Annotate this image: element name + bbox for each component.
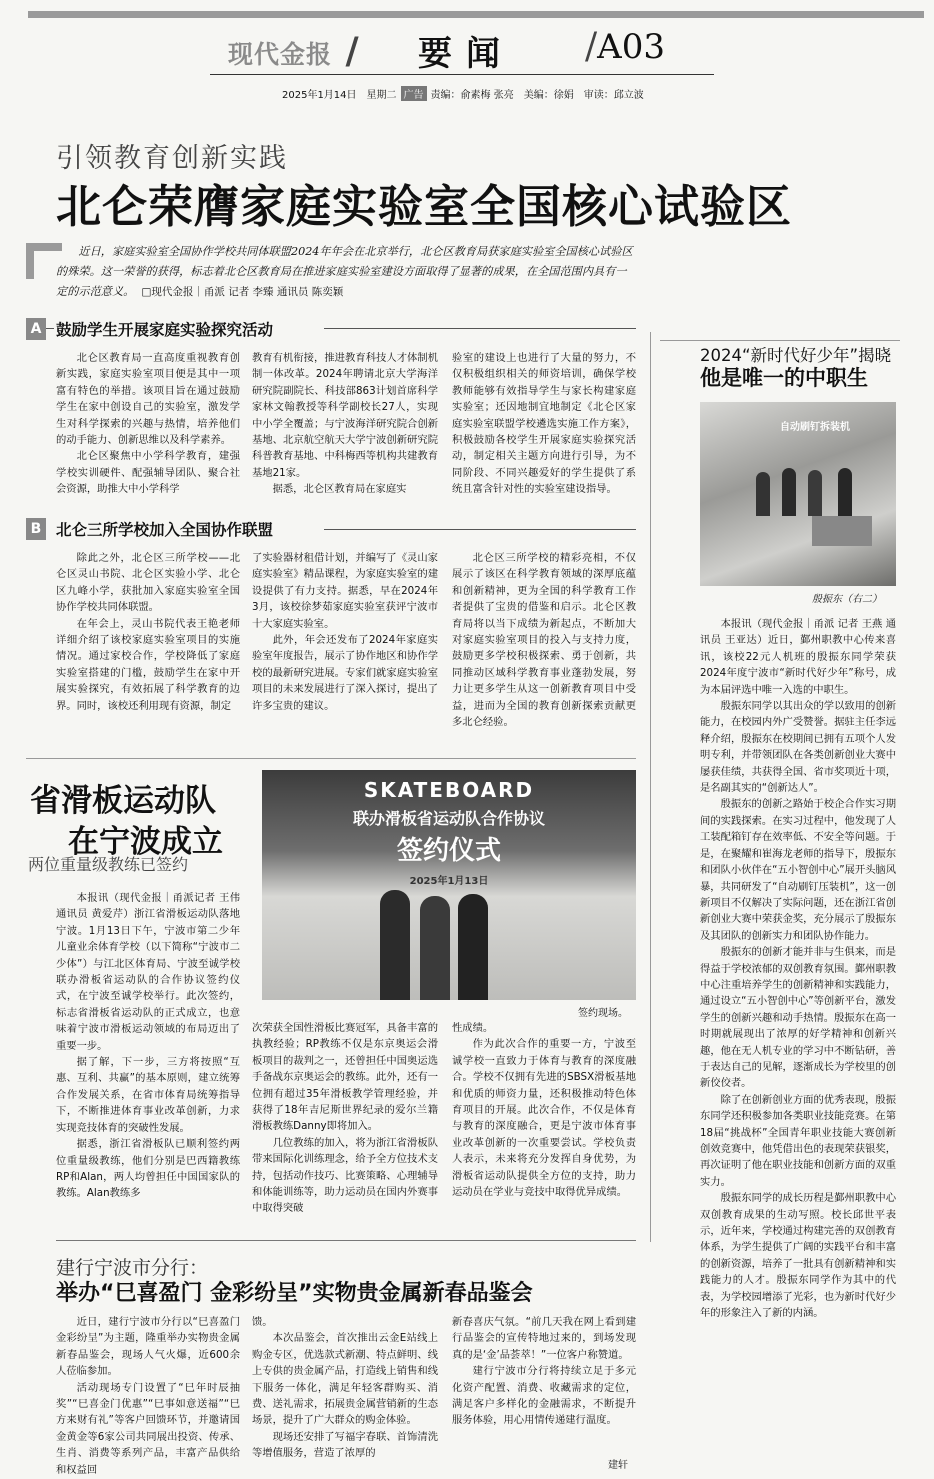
person-figure xyxy=(380,890,410,1000)
section-a-col3: 验室的建设上也进行了大量的努力，不仅积极组织相关的师资培训，确保学校教师能够有效指导学生与家长构建家庭实验室；还因地制宜地制定《北仑区家庭实验室联盟学校遴选实施工作方案》，积极鼓励各校学生开展家庭实验探究活动，制定相关主题方向进行引导，为不同阶段、不同兴趣爱好的学生提供了系统且富含针对性的实验室建设指导。 xyxy=(452,352,636,496)
skate-subtitle: 两位重量级教练已签约 xyxy=(28,855,189,874)
skate-col3: 性成绩。 作为此次合作的重要一方，宁波至诚学校一直致力于体育与教育的深度融合。学校不仅拥有先进的SBSX滑板基地和优质的师资力量，还积极推动特色体育项目的开展。此次合作，不仅是体育与教育的深度融合，更是宁波市体育事业改革创新的一次重要尝试。学校负责人表示，未来将充分发挥自身优势，为滑板省运动队提供全方位的支持，助力运动员在学业与竞技中取得优异成绩。 xyxy=(452,1022,636,1199)
ccb-col1: 近日，建行宁波市分行以“巳喜盈门 金彩纷呈”为主题，隆重举办实物贵金属新春品鉴会，现场人气火爆，近600余人莅临参加。 活动现场专门设置了“巳年时辰抽奖”“巳喜金门优惠”“巳事如意送福”“巳方来财有礼”等客户回馈环节，并邀请国金黄金等6家公司共同展出投资、传承、生肖、消费等系列产品，丰富产品供给和权益回 xyxy=(56,1316,240,1476)
lead-byline: □现代金报｜甬派 记者 李臻 通讯员 陈奕颖 xyxy=(141,286,344,298)
person-figure xyxy=(458,894,488,1000)
masthead-meta: 2025年1月14日 星期二 广告 责编：俞素梅 张亮 美编：徐娟 审读：邱立波 xyxy=(282,86,644,101)
section-b-col1: 除此之外，北仑区三所学校——北仑区灵山书院、北仑区实验小学、北仑区九峰小学，获批加入家庭实验室全国协作学校共同体联盟。 在年会上，灵山书院代表王艳老师详细介绍了该校家庭实验室项目的实施情况。通过家校合作，学校降低了家庭实验室搭建的门槛，鼓励学生在家中开展实验探究，有效拓展了科学教育的边界。同时，该校还利用现有资源，制定 xyxy=(56,552,240,712)
section-name: 要闻 xyxy=(418,34,514,74)
right-story-title: 他是唯一的中职生 xyxy=(700,366,868,390)
skate-photo xyxy=(262,770,636,1000)
section-b-rule xyxy=(324,529,636,530)
lead-headline: 北仑荣膺家庭实验室全国核心试验区 xyxy=(56,180,793,233)
ccb-top-rule xyxy=(56,1240,636,1241)
skate-col1: 本报讯（现代金报｜甬派记者 王伟 通讯员 黄爱芹）浙江省滑板运动队落地宁波。1月13日下午，宁波市第二少年儿童业余体育学校（以下简称“宁波市二少体”）与江北区体育局、宁波至诚学校联办滑板省运动队的合作协议签约仪式，在宁波至诚学校举行。此次签约，标志省滑板省运动队的正式成立，也意味着宁波市滑板运动领域的布局迈出了重要一步。 据了解，下一步，三方将按照“互惠、互利、共赢”的基本原则，建立统筹合作发展关系，在省市体育局统筹指导下，不断推进体育事业改革创新，力求实现竞技体育的突破性发展。 据悉，浙江省滑板队已顺利签约两位重量级教练，他们分别是巴西籍教练RP和Alan，两人均曾担任中国国家队的教练。Alan教练多 xyxy=(56,892,240,1200)
ccb-signature: 建轩 xyxy=(608,1460,628,1471)
ccb-col3: 新春喜庆气氛。“前几天我在网上看到建行品鉴会的宣传特地过来的，到场发现真的是‘金’品荟萃！”一位客户称赞道。 建行宁波市分行将持续立足于多元化资产配置、消费、收藏需求的定位，满足客户多样化的金融需求，不断提升服务体验，用心用情传递建行温度。 xyxy=(452,1316,636,1427)
section-b-col2: 了实验器材租借计划，并编写了《灵山家庭实验室》精品课程，为家庭实验室的建设提供了有力支持。据悉，早在2024年3月，该校徐梦茹家庭实验室获评宁波市十大家庭实验室。 此外，年会还发布了2024年家庭实验室年度报告，展示了协作地区和协作学校的最新研究进展。专家们就家庭实验室项目的未来发展进行了深入探讨，提出了许多宝贵的建议。 xyxy=(252,552,438,712)
right-story-body: 本报讯（现代金报｜甬派 记者 王燕 通讯员 王亚达）近日，鄞州职教中心传来喜讯，该校22元人机班的殷振东同学荣获2024年度宁波市“新时代好少年”称号，成为本届评选中唯一入选的中职生。 殷振东同学以其出众的学以致用的创新能力，在校园内外广受赞誉。据驻主任李远释介绍，殷振东在校期间已拥有五项个人发明专利，并带领团队在各类创新创业大赛中屡获佳绩，共获得全国、省市奖项近十项，是名副其实的“创新达人”。 殷振东的创新之路始于校企合作实习期间的实践探索。在实习过程中，他发现了人工装配箱钉存在效率低、不安全等问题。于是，在聚耀和崔海龙老师的指导下，殷振东和团队小伙伴在“五小智创中心”展开头脑风暴，共同研发了“自动刷钉压装机”，这一创新项目不仅解决了实际问题，还在浙江省创新创业大赛中荣获金奖，充分展示了殷振东及其团队的创新实力和团队协作能力。 殷振东的创新才能并非与生俱来，而是得益于学校浓郁的双创教育氛围。鄞州职教中心注重培养学生的创新精神和实践能力，通过设立“五小智创中心”等创新平台，激发学生的创新兴趣和动手热情。殷振东在高一时期就展现出了浓厚的好学精神和创新兴趣，他在无人机专业的学习中不断钻研，善于表达自己的见解，逐渐成长为学校里的创新佼佼者。 除了在创新创业方面的优秀表现，殷振东同学还积极参加各类职业技能竞赛。在第18届“挑战杯”全国青年职业技能大赛创新创效竞赛中，他凭借出色的表现荣获银奖，再次证明了他在职业技能和创新方面的双重实力。 殷振东同学的成长历程是鄞州职教中心双创教育成果的生动写照。校长邱世平表示，近年来，学校通过构建完善的双创教育体系，为学生提供了广阔的实践平台和丰富的创新资源，培养了一批具有创新精神和实践能力的人才。殷振东同学作为其中的代表，为学校园增添了光彩，也为新时代好少年的形象注入了新的内涵。 xyxy=(700,618,897,1320)
person-figure xyxy=(808,470,822,516)
section-a-badge: A xyxy=(26,318,46,340)
section-a-col1: 北仑区教育局一直高度重视教育创新实践，家庭实验室项目便是其中一项富有特色的举措。该项目旨在通过鼓励学生在家中创设自己的实验室，激发学生对科学探索的兴趣与热情，培养他们的动手能力、创新思维以及科学素养。 北仑区聚焦中小学科学教育，建强学校实训硬件、配强辅导团队、聚合社会资源，助推大中小学科学 xyxy=(56,352,240,496)
skate-photo-banner: 联办滑板省运动队合作协议 xyxy=(352,809,545,828)
masthead-rule xyxy=(210,74,714,75)
page-number: /A03 xyxy=(585,26,665,67)
skate-top-rule xyxy=(26,758,636,759)
person-figure xyxy=(782,468,796,516)
paper-name: 现代金报 / xyxy=(228,30,360,72)
section-b-title: 北仑三所学校加入全国协作联盟 xyxy=(56,521,274,539)
column-divider xyxy=(650,332,651,1242)
person-figure xyxy=(420,896,450,1000)
section-a-rule xyxy=(324,328,636,329)
right-story-kicker: 2024“新时代好少年”揭晓 xyxy=(700,346,892,365)
section-b-badge: B xyxy=(26,518,46,540)
skate-title-line2: 在宁波成立 xyxy=(68,824,223,860)
machine-display xyxy=(812,516,872,546)
skate-photo-date: 2025年1月13日 xyxy=(409,876,489,887)
student-photo-banner: 自动刷钉拆装机 xyxy=(780,422,850,433)
skate-photo-signing: 签约仪式 xyxy=(396,836,501,866)
section-a-title: 鼓励学生开展家庭实验探究活动 xyxy=(56,321,274,339)
student-photo xyxy=(700,402,896,586)
section-a-rule-left xyxy=(46,328,54,329)
skate-title-line1: 省滑板运动队 xyxy=(30,783,216,819)
skate-photo-caption: 签约现场。 xyxy=(578,1008,628,1019)
person-figure xyxy=(838,468,852,516)
ccb-title: 举办“巳喜盈门 金彩纷呈”实物贵金属新春品鉴会 xyxy=(56,1281,533,1306)
section-a-col2: 教育有机衔接，推进教育科技人才体制机制一体改革。2024年聘请北京大学海洋研究院副院长、科技部863计划首席科学家林文翰教授等科学副校长27人，实现中小学全覆盖；与宁波海洋研究院合创新基地、北京航空航天大学宁波创新研究院科普教育基地、中科梅西等机构共建教育基地21家。 据悉，北仑区教育局在家庭实 xyxy=(252,352,438,496)
skate-photo-title: SKATEBOARD xyxy=(363,778,535,802)
student-photo-caption: 殷振东（右二） xyxy=(812,594,882,605)
lead-paragraph: 近日，家庭实验室全国协作学校共同体联盟2024年年会在北京举行，北仑区教育局获家庭实验室全国核心试验区的殊荣。这一荣誉的获得，标志着北仑区教育局在推进家庭实验室建设方面取得了显著的成果，在全国范围内具有一定的示范意义。 □现代金报｜甬派 记者 李臻 通讯员 陈奕颖 xyxy=(56,245,633,298)
skate-col2: 次荣获全国性滑板比赛冠军，具备丰富的执教经验；RP教练不仅是东京奥运会滑板项目的裁判之一，还曾担任中国奥运选手备战东京奥运会的教练。此外，还有一位拥有超过35年滑板教学管理经验，并获得了18年吉尼斯世界纪录的爱尔兰籍滑板教练Danny即将加入。 几位教练的加入，将为浙江省滑板队带来国际化训练理念，给予全方位技术支持，包括动作技巧、比赛策略、心理辅导和体能训练等，助力运动员在国内外赛事中取得突破 xyxy=(252,1022,438,1215)
lead-kicker: 引领教育创新实践 xyxy=(56,143,288,174)
person-figure xyxy=(756,472,770,516)
ccb-col2: 馈。 本次品鉴会，首次推出云金E站线上购金专区，优选款式新潮、特点鲜明、线上专供的贵金属产品，打造线上销售和线下服务一体化，满足年轻客群购买、消费、送礼需求，拓展贵金属营销新的生态场景，提升了广大群众的购金体验。 现场还安排了写福字春联、首饰清洗等增值服务，营造了浓厚的 xyxy=(252,1316,438,1460)
top-bar xyxy=(28,11,924,18)
section-b-col3: 北仑区三所学校的精彩亮相，不仅展示了该区在科学教育领域的深厚底蕴和创新精神，更为全国的科学教育工作者提供了宝贵的借鉴和启示。北仑区教育局将以当下成绩为新起点，不断加大对家庭实验室项目的投入与支持力度，鼓励更多学校积极探索、勇于创新，共同推动区域科学教育事业蓬勃发展，努力让更多学生从这一创新教育项目中受益，进而为全国的教育创新探索贡献更多北仑经验。 xyxy=(452,552,636,729)
ccb-kicker: 建行宁波市分行： xyxy=(56,1257,209,1279)
right-story-top-rule xyxy=(660,340,900,341)
